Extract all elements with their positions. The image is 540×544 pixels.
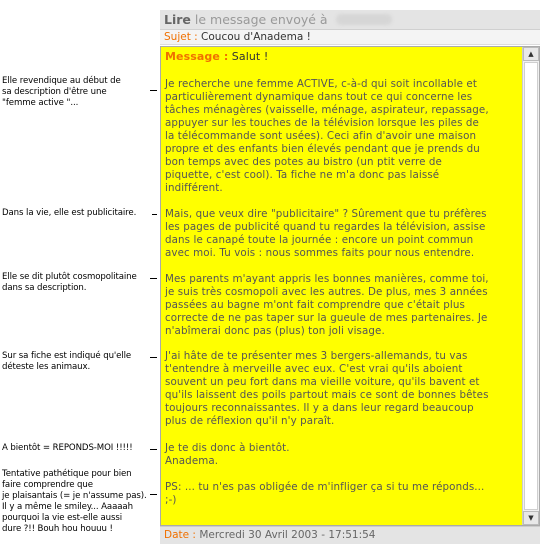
annotation-connector — [150, 278, 157, 279]
message-footer — [160, 526, 540, 544]
scroll-up-arrow-icon[interactable]: ▲ — [523, 47, 539, 61]
subject-value: Coucou d'Anadema ! — [201, 31, 311, 43]
annotation-text: Elle se dit plutôt cosmopolitaine dans sa description. — [2, 272, 137, 293]
message-greeting: Salut ! — [231, 50, 269, 63]
annotation-text: Sur sa fiche est indiqué qu'elle déteste les animaux. — [2, 351, 132, 372]
message-label: Message : — [165, 50, 229, 63]
annotation-animaux — [2, 351, 154, 373]
message-paragraph: J'ai hâte de te présenter mes 3 bergers-allemands, tu vas t'entendre à merveille avec eux. C'est vrai qu'ils aboient souvent un peu fort dans ma vieille voiture, qu'ils bavent et qu'ils laissent des poils partout mais ce sont de bonnes bêtes toujours reconnaissantes. Il y a dans leur regard beaucoup plus de réflexion qu'il n'y paraît. — [165, 350, 489, 427]
date-value: Mercredi 30 Avril 2003 - 17:51:54 — [199, 529, 376, 541]
annotation-a-bientot — [2, 443, 154, 454]
annotation-connector — [150, 90, 157, 91]
message-paragraph: PS: ... tu n'es pas obligée de m'infliger ça si tu me réponds... ;-) — [165, 481, 485, 506]
message-header — [160, 10, 540, 30]
annotation-ps — [2, 469, 154, 535]
message-paragraph: Mes parents m'ayant appris les bonnes manières, comme toi, je suis très cosmopoli avec les autres. De plus, mes 3 années passées au bagne m'ont fait comprendre que c'était plus correcte de ne pas taper sur la gueule de mes partenaires. Je n'abîmerai donc pas (plus) ton joli visage. — [165, 273, 489, 337]
annotation-text: A bientôt = REPONDS-MOI !!!!! — [2, 443, 133, 453]
subject-row — [160, 30, 540, 45]
annotation-active — [2, 76, 154, 109]
annotation-connector — [150, 357, 157, 358]
annotation-text: Dans la vie, elle est publicitaire. — [2, 208, 137, 218]
message-paragraph: Je te dis donc à bientôt. Anadema. — [165, 442, 290, 467]
annotation-cosmopolitaine — [2, 272, 154, 294]
scrollbar-thumb[interactable] — [524, 62, 538, 510]
message-paragraph: Mais, que veux dire "publicitaire" ? Sûrement que tu préfères les pages de publicité quand tu regardes la télévision, assise dans le canapé toute la journée : encore un point commun avec moi. Tu vois : nous sommes faits pour nous entendre. — [165, 208, 487, 259]
recipient-name-blurred — [336, 14, 392, 25]
message-paragraph: Je recherche une femme ACTIVE, c-à-d qui soit incollable et particulièrement dynamique dans tout ce qui concerne les tâches ménagères (vaisselle, ménage, aspirateur, repassage, appuyer sur les touches de la télévision lorsque les piles de la télécommande sont usées). Ceci afin d'avoir une maison propre et des enfants bien élevés pendant que je prends du bon temps avec des potes au bistro (un ptit verre de piquette, c'est cool). Ta fiche ne m'a donc pas laissé indifférent. — [165, 78, 489, 194]
annotation-connector — [150, 449, 157, 450]
annotation-text: Elle revendique au début de sa description d'être une "femme active "... — [2, 76, 121, 108]
scroll-down-arrow-icon[interactable]: ▼ — [523, 511, 539, 525]
message-header-line — [165, 50, 517, 64]
annotation-connector — [152, 214, 157, 215]
annotation-text: Tentative pathétique pour bien faire comprendre que je plaisantais (= je n'assume pas). Il y a même le smiley... Aaaaah pourquoi la vie est-elle aussi dure ?!! Bouh hou houuu ! — [2, 469, 147, 534]
header-title-bold: Lire — [164, 12, 191, 27]
annotation-publicitaire — [2, 208, 154, 219]
header-title: le message envoyé à — [194, 12, 328, 27]
message-pane[interactable] — [160, 46, 540, 526]
annotation-connector — [150, 494, 157, 495]
vertical-scrollbar[interactable] — [522, 47, 539, 525]
subject-label: Sujet : — [164, 31, 198, 43]
date-label: Date : — [164, 529, 196, 541]
